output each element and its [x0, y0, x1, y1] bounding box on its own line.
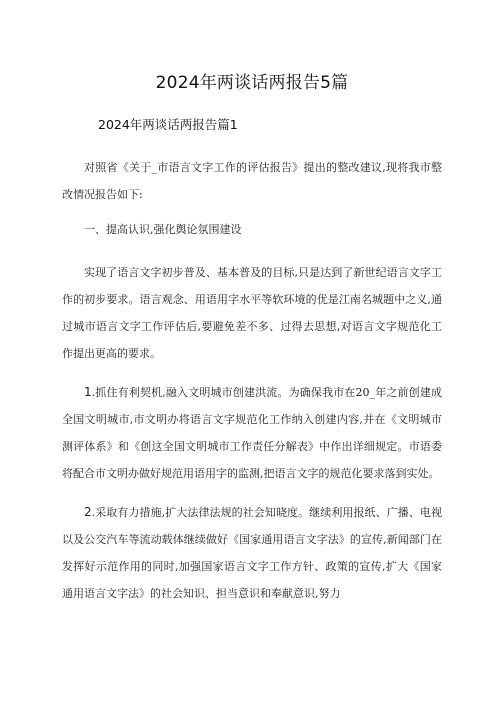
- paragraph-body: [62, 259, 442, 367]
- paragraph-intro: [62, 154, 442, 208]
- item-number: 2: [84, 505, 92, 519]
- paragraph-text: 对照省《关于_市语言文字工作的评估报告》提出的整改建议,现将我市整改情况报告如下:: [62, 161, 442, 201]
- document-title: 2024年两谈话两报告5篇: [155, 73, 349, 93]
- paragraph-numbered: [62, 379, 442, 487]
- paragraph-numbered: [62, 499, 442, 607]
- section-heading: [62, 220, 442, 240]
- paragraph-text: .抓住有利契机,融入文明城市创建洪流。为确保我市在20_年之前创建成全国文明城市,市文明办将语言文字规范化工作纳入创建内容,并在《文明城市测评体系》和《创这全国文明城市工作责任分解表》中作出详细规定。市语委将配合市文明办做好规范用语用字的监测,把语言文字的规范化要求落到实处。: [62, 386, 442, 480]
- paragraph-text: 实现了语言文字初步普及、基本普及的目标,只是达到了新世纪语言文字工作的初步要求。语言观念、用语用字水平等软环境的优是江南名城题中之义,通过城市语言文字工作评估后,要避免差不多、过得去思想,对语言文字规范化工作提出更高的要求。: [62, 266, 442, 360]
- document-subtitle: 2024年两谈话两报告篇1: [98, 117, 238, 132]
- heading-text: 一、提高认识,强化舆论氛围建设: [84, 223, 242, 236]
- item-number: 1: [84, 385, 92, 399]
- paragraph-text: .采取有力措施,扩大法律法规的社会知晓度。继续利用报纸、广播、电视以及公交汽车等流动载体继续做好《国家通用语言文字法》的宣传,新闻部门在发挥好示范作用的同时,加强国家语言文字工作方针、政策的宣传,扩大《国家通用语言文字法》的社会知识、担当意识和奉献意识,努力: [62, 506, 442, 600]
